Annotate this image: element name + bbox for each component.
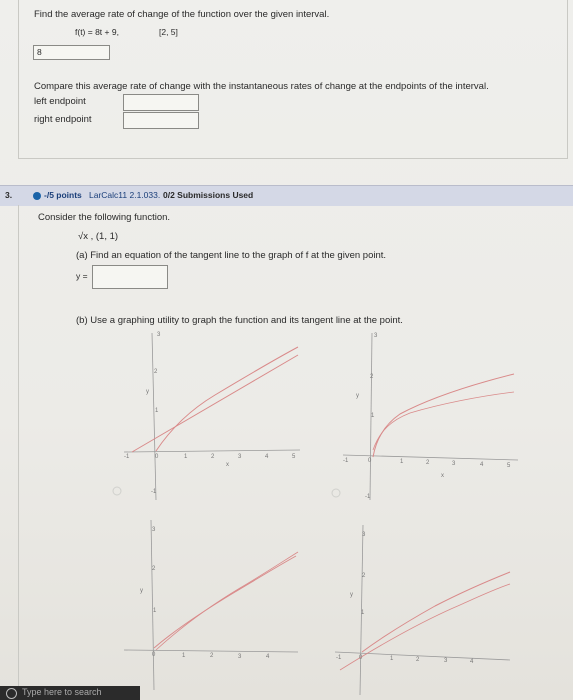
graph2-tick-x0: 0 — [368, 458, 372, 464]
source-link[interactable]: LarCalc11 2.1.033. — [89, 190, 161, 200]
right-endpoint-label: right endpoint — [34, 114, 92, 125]
graph4-tick-x3: 3 — [444, 658, 448, 664]
graph1-x-axis-label: x — [226, 462, 229, 468]
graph2-radio[interactable] — [332, 489, 340, 497]
graph2-tick-x3: 3 — [452, 461, 456, 467]
graph3-tick-x0: 0 — [152, 652, 156, 658]
graph3-y-axis-label: y — [140, 588, 143, 594]
graph-option-4[interactable] — [335, 525, 510, 695]
question-number: 3. — [5, 190, 13, 200]
graph1-tick-x4: 4 — [265, 454, 269, 460]
graph3-x-axis — [124, 650, 298, 652]
graph1-tick-x2: 2 — [211, 454, 215, 460]
graph2-tick-x2: 2 — [426, 460, 430, 466]
graph1-radio[interactable] — [113, 487, 121, 495]
graph4-tick-y1: 1 — [361, 610, 365, 616]
graph4-tick-x1: 1 — [390, 656, 394, 662]
graph1-tick-ym1: -1 — [151, 489, 157, 495]
graph1-tick-y2: 2 — [154, 369, 158, 375]
q2-prompt: Find the average rate of change of the function over the given interval. — [34, 9, 330, 20]
graph4-tick-x0: 0 — [359, 655, 363, 661]
graph4-curve — [362, 572, 510, 652]
graph1-tick-xm1: -1 — [124, 454, 130, 460]
y-equals-label: y = — [76, 271, 88, 281]
q3-function: √x , (1, 1) — [78, 231, 119, 242]
graph3-tick-x3: 3 — [238, 654, 242, 660]
graph2-tick-xm1: -1 — [343, 458, 349, 464]
graph3-y-axis — [151, 520, 154, 690]
graph-option-3[interactable] — [124, 520, 298, 690]
graph2-tick-y3: 3 — [374, 333, 378, 339]
graph2-tick-y1: 1 — [371, 413, 375, 419]
graph2-tick-x1: 1 — [400, 459, 404, 465]
graph4-tick-x4: 4 — [470, 659, 474, 665]
graph1-tick-x1: 1 — [184, 454, 188, 460]
left-endpoint-label: left endpoint — [34, 96, 86, 107]
graph4-y-axis-label: y — [350, 592, 353, 598]
submissions-used: 0/2 Submissions Used — [163, 190, 254, 200]
average-rate-value: 8 — [37, 47, 42, 57]
graph2-tick-x5: 5 — [507, 463, 511, 469]
graph4-tick-xm1: -1 — [336, 655, 342, 661]
graph1-tick-y1: 1 — [155, 408, 159, 414]
graph1-y-axis — [152, 333, 156, 500]
graph1-tick-x0: 0 — [155, 454, 159, 460]
q2-compare-prompt: Compare this average rate of change with the instantaneous rates of change at the endpoints of the interval. — [34, 81, 489, 92]
graph4-tick-x2: 2 — [416, 657, 420, 663]
part-b-prompt: (b) Use a graphing utility to graph the function and its tangent line at the point. — [76, 315, 403, 326]
graph2-x-axis-label: x — [441, 473, 444, 479]
graph4-tick-y2: 2 — [362, 573, 366, 579]
graph1-tick-x3: 3 — [238, 454, 242, 460]
graph1-x-axis — [124, 450, 300, 452]
part-a-prompt: (a) Find an equation of the tangent line to the graph of f at the given point. — [76, 250, 387, 261]
graph2-tick-y2: 2 — [370, 374, 374, 380]
graph3-tick-x2: 2 — [210, 653, 214, 659]
graph-option-2[interactable] — [343, 333, 518, 500]
q2-function: f(t) = 8t + 9, — [75, 27, 119, 37]
graph1-curve — [156, 347, 298, 451]
graph3-tick-y3: 3 — [152, 527, 156, 533]
graph4-tangent — [340, 584, 510, 670]
graph3-tick-y2: 2 — [152, 566, 156, 572]
graph1-y-axis-label: y — [146, 389, 149, 395]
graph1-tick-y3: 3 — [157, 332, 161, 338]
search-placeholder: Type here to search — [22, 687, 102, 697]
graph-option-1[interactable] — [124, 332, 300, 500]
graph3-tick-y1: 1 — [153, 608, 157, 614]
graph2-curve — [373, 374, 514, 457]
graph4-tick-y3: 3 — [362, 532, 366, 538]
q3-consider: Consider the following function. — [38, 212, 171, 223]
graph2-tick-x4: 4 — [480, 462, 484, 468]
graph3-tick-x1: 1 — [182, 653, 186, 659]
graph2-y-axis-label: y — [356, 393, 359, 399]
graph2-tangent — [373, 392, 514, 450]
search-icon — [6, 688, 17, 699]
taskbar-search[interactable] — [0, 686, 140, 700]
graph1-tick-x5: 5 — [292, 454, 296, 460]
points-label: -/5 points — [44, 190, 82, 200]
graph3-curve — [154, 556, 296, 648]
graph2-tick-ym1: -1 — [365, 494, 371, 500]
q2-interval: [2, 5] — [159, 27, 178, 37]
graph3-tick-x4: 4 — [266, 654, 270, 660]
